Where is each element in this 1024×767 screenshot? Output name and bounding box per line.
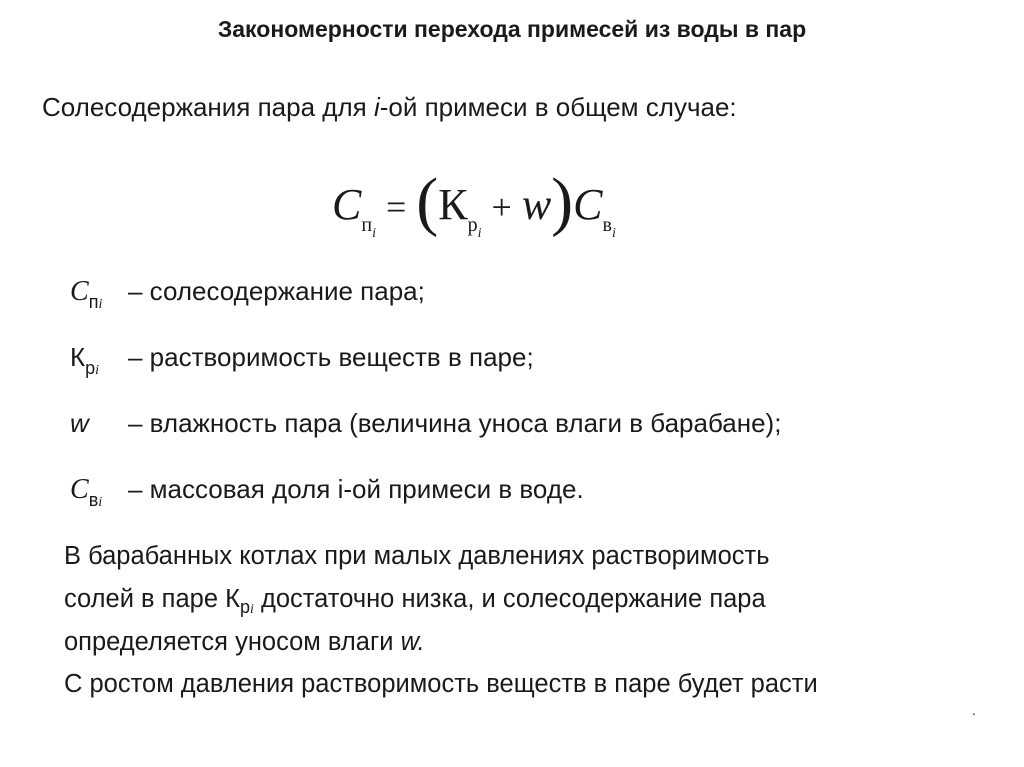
definition-text: – солесодержание пара; <box>128 276 425 306</box>
definition-symbol: $К_{рi}$ <box>70 342 100 378</box>
definition-text: – влажность пара (величина уноса влаги в барабане); <box>128 408 782 438</box>
formula-c-water: C <box>573 180 603 229</box>
formula-open-paren: ( <box>416 165 439 238</box>
formula-sub-water: $в_i$ <box>602 214 616 241</box>
intro-text <box>42 92 737 123</box>
intro-after: -ой примеси в общем случае: <box>379 92 737 122</box>
paragraph-line-4: С ростом давления растворимость веществ в паре будет расти <box>64 670 818 698</box>
paragraph-line-1: В барабанных котлах при малых давлениях растворимость <box>64 542 770 570</box>
formula-c-steam: C <box>332 180 362 229</box>
definition-text: – массовая доля i-ой примеси в воде. <box>128 474 584 504</box>
formula-equals: = <box>385 187 407 227</box>
definition-item <box>70 276 425 312</box>
intro-italic-i: i <box>373 92 380 122</box>
formula-close-paren: ) <box>551 165 574 238</box>
formula <box>332 160 712 240</box>
definition-symbol: $C_{вi}$ <box>70 474 103 510</box>
formula-k: К <box>438 180 468 229</box>
slide-title: Закономерности перехода примесей из воды в пар <box>217 16 807 42</box>
definition-item <box>70 474 584 510</box>
definition-symbol: $C_{пi}$ <box>70 276 103 312</box>
definition-text: – растворимость веществ в паре; <box>128 342 534 372</box>
paragraph-line-3: определяется уносом влаги w. <box>64 628 425 656</box>
definition-symbol: w <box>70 408 89 438</box>
formula-sub-r: $р_i$ <box>467 214 482 241</box>
definition-item <box>70 342 534 378</box>
paragraph-line-2: солей в паре $К_{рi}$ достаточно низка, и солесодержание пара <box>64 585 766 617</box>
formula-plus: + <box>491 187 512 227</box>
trailing-dot: . <box>972 702 976 718</box>
intro-before: Солесодержания пара для <box>42 92 374 122</box>
formula-w: w <box>521 180 552 229</box>
formula-sub-steam: $п_i$ <box>361 214 376 241</box>
definition-item <box>70 408 781 439</box>
